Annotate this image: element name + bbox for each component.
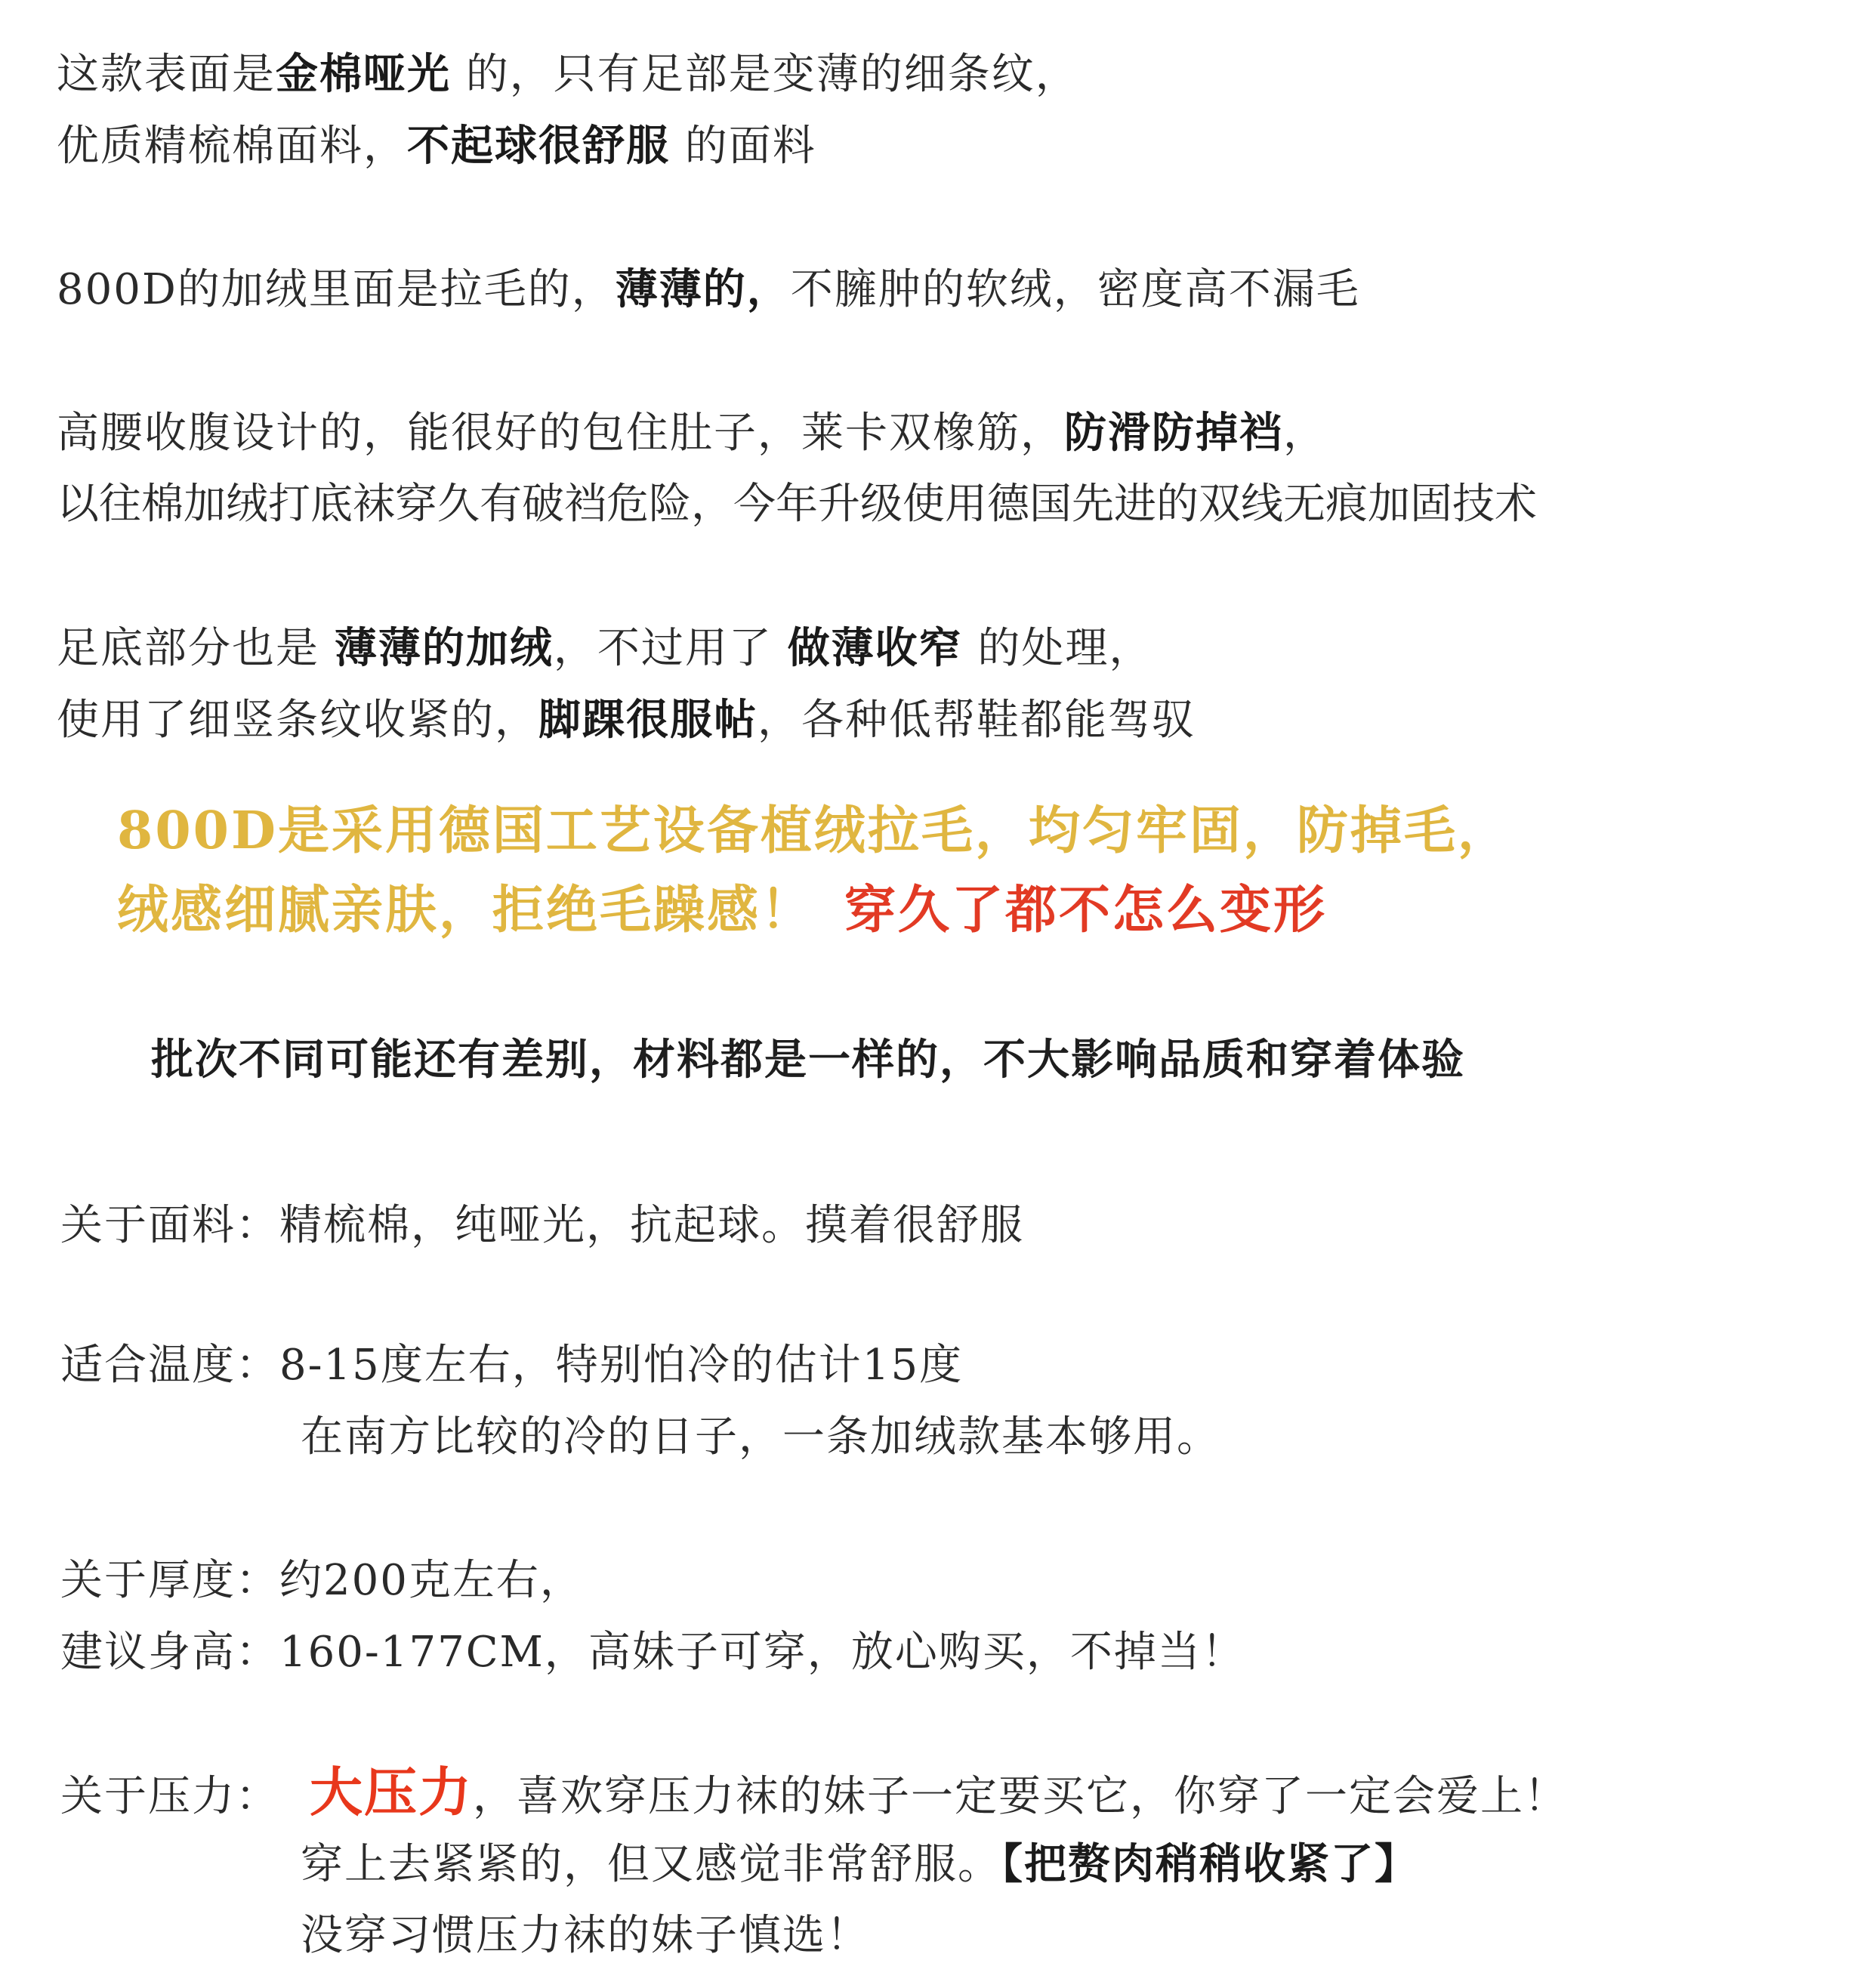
- pressure-line1: [60, 1761, 1568, 1823]
- fabric-line: [60, 1197, 1024, 1255]
- height-value: 160-177CM，高妹子可穿，放心购买，不掉当！: [279, 1628, 1245, 1677]
- thickness-line: [60, 1552, 584, 1610]
- pressure-line3: 没穿习惯压力袜的妹子慎选！: [301, 1911, 870, 1960]
- text: ，: [1283, 409, 1327, 458]
- temperature-label: 适合温度：: [60, 1341, 279, 1390]
- fabric-value: 精梳棉，纯哑光，抗起球。摸着很舒服: [279, 1201, 1024, 1250]
- section3-line2: 以往棉加绒打底袜穿久有破裆危险，今年升级使用德国先进的双线无痕加固技术: [57, 480, 1537, 529]
- temperature-value: 8-15度左右，特别怕冷的估计15度: [279, 1341, 964, 1390]
- highlight-line1: 800D是采用德国工艺设备植绒拉毛，均匀牢固，防掉毛，: [117, 801, 1511, 861]
- pressure-bracket-text: 【把赘肉稍稍收紧了】: [1001, 1839, 1418, 1889]
- bold-text: 金棉哑光: [276, 49, 451, 99]
- text: ，不过用了: [553, 624, 788, 673]
- section1-line1: [57, 45, 1079, 103]
- highlight-gold-text: 绒感细腻亲肤，拒绝毛躁感！: [117, 880, 815, 940]
- text: 800D的加绒里面是拉毛的，: [57, 265, 616, 314]
- height-line: [60, 1624, 1245, 1681]
- text: ，各种低帮鞋都能驾驭: [758, 696, 1196, 745]
- height-label: 建议身高：: [60, 1628, 279, 1677]
- bold-text: 做薄收窄: [787, 623, 963, 673]
- thickness-label: 关于厚度：: [60, 1556, 279, 1605]
- fabric-label: 关于面料：: [60, 1201, 279, 1250]
- text: 这款表面是: [57, 50, 276, 99]
- batch-note: 批次不同可能还有差别，材料都是一样的，不大影响品质和穿着体验: [151, 1035, 1465, 1085]
- text: 使用了细竖条纹收紧的，: [57, 696, 538, 745]
- section1-line2: [57, 117, 816, 174]
- text: 高腰收腹设计的，能很好的包住肚子，莱卡双橡筋，: [57, 409, 1064, 458]
- bold-text: 薄薄的加绒: [334, 623, 554, 673]
- text: 的面料: [670, 122, 816, 171]
- section2-line1: [57, 261, 1360, 318]
- temperature-line1: [60, 1337, 963, 1394]
- text: 的，只有足部是变薄的细条纹，: [451, 50, 1079, 99]
- pressure-text: ，喜欢穿压力袜的妹子一定要买它，你穿了一定会爱上！: [473, 1772, 1568, 1821]
- bold-text: 薄薄的，: [615, 264, 791, 314]
- thickness-value: 约200克左右，: [279, 1556, 584, 1605]
- section4-line1: [57, 619, 1152, 677]
- pressure-emphasis: 大压力: [310, 1761, 473, 1823]
- highlight-line2: [117, 876, 1327, 944]
- text: 不臃肿的软绒，: [790, 265, 1097, 314]
- text: 优质精梳棉面料，: [57, 122, 407, 171]
- temperature-line2: 在南方比较的冷的日子，一条加绒款基本够用。: [301, 1412, 1220, 1462]
- section4-line2: [57, 691, 1196, 749]
- pressure-text: 穿上去紧紧的，但又感觉非常舒服。: [301, 1840, 1001, 1889]
- bold-text: 防滑防掉裆: [1064, 408, 1283, 458]
- bold-text: 不起球很舒服: [407, 121, 670, 171]
- highlight-red-text: 穿久了都不怎么变形: [844, 880, 1328, 940]
- text: 足底部分也是: [57, 624, 335, 673]
- pressure-label: 关于压力：: [60, 1772, 279, 1821]
- bold-text: 脚踝很服帖: [538, 695, 758, 745]
- text: 的处理，: [962, 624, 1153, 673]
- text: 密度高不漏毛: [1097, 265, 1360, 314]
- section3-line1: [57, 404, 1327, 462]
- pressure-line2: [301, 1835, 1418, 1893]
